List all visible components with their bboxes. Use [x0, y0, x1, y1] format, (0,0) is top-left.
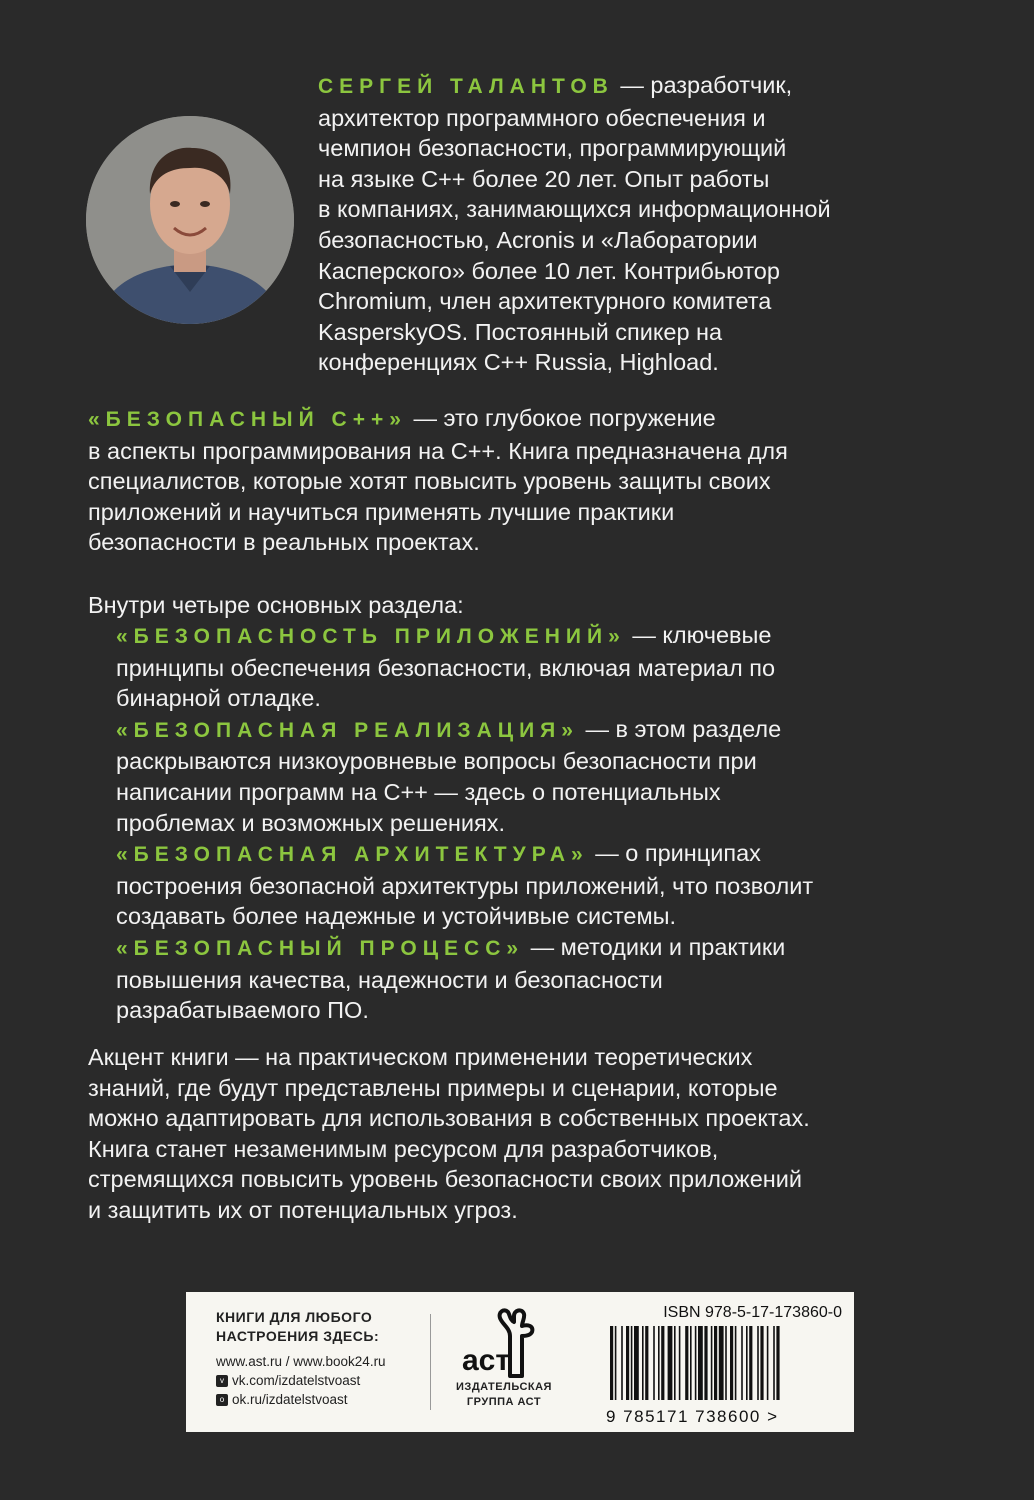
section-item: «БЕЗОПАСНАЯ АРХИТЕКТУРА» — о принципах построения безопасной архитектуры приложений, что позволит создавать более надежные и устойчивые системы.: [116, 840, 814, 930]
book-intro: [88, 403, 988, 558]
barcode-bar: [773, 1326, 775, 1400]
barcode-bar: [661, 1326, 664, 1400]
author-bio-line: конференциях C++ Russia, Highload.: [318, 349, 719, 376]
author-bio-line: Chromium, член архитектурного комитета: [318, 288, 772, 315]
author-name: СЕРГЕЙ ТАЛАНТОВ: [318, 75, 614, 98]
barcode-bar: [760, 1326, 763, 1400]
barcode-bar: [746, 1326, 748, 1400]
barcode-bar: [704, 1326, 707, 1400]
ok-icon: o: [216, 1394, 228, 1406]
barcode-bar: [711, 1326, 713, 1400]
barcode-bar: [626, 1326, 629, 1400]
barcode-bar: [634, 1326, 639, 1400]
author-bio-line: Касперского» более 10 лет. Контрибьютор: [318, 257, 780, 284]
barcode-bar: [685, 1326, 688, 1400]
barcode-bar: [658, 1326, 660, 1400]
barcode-bar: [621, 1326, 623, 1400]
info-divider: [430, 1314, 431, 1410]
outro-line: Акцент книги — на практическом применении теоретических: [88, 1044, 753, 1070]
publisher-caption: ИЗДАТЕЛЬСКАЯ ГРУППА АСТ: [456, 1381, 552, 1408]
author-bio-line: безопасностью, Acronis и «Лаборатории: [318, 226, 758, 253]
barcode-bar: [735, 1326, 737, 1400]
section-item: «БЕЗОПАСНАЯ РЕАЛИЗАЦИЯ» — в этом разделе раскрываются низкоуровневые вопросы безопасности при написании программ на C++ — здесь о потенциальных проблемах и возможных решениях.: [116, 715, 782, 836]
barcode-bar: [730, 1326, 733, 1400]
author-photo: [86, 116, 294, 324]
book-title: «БЕЗОПАСНЫЙ С++»: [88, 408, 407, 431]
intro-line: «БЕЗОПАСНЫЙ С++» — это глубокое погружение: [88, 405, 716, 431]
author-bio-line: в компаниях, занимающихся информационной: [318, 196, 831, 223]
publisher-logo: [444, 1306, 564, 1418]
barcode-bar: [714, 1326, 717, 1400]
author-portrait-illustration: [86, 116, 294, 324]
barcode-bar: [749, 1326, 752, 1400]
author-bio-line: архитектор программного обеспечения и: [318, 104, 766, 131]
section-item: «БЕЗОПАСНЫЙ ПРОЦЕСС» — методики и практики повышения качества, надежности и безопасности разрабатываемого ПО.: [116, 933, 786, 1024]
intro-line: в аспекты программирования на C++. Книга предназначена для: [88, 437, 788, 464]
barcode-block: [606, 1304, 842, 1424]
ok-link[interactable]: o ok.ru/izdatelstvoast: [216, 1390, 436, 1409]
barcode-bar: [767, 1326, 769, 1400]
section-title: «БЕЗОПАСНОСТЬ ПРИЛОЖЕНИЙ»: [116, 625, 626, 648]
sections-list: [116, 620, 996, 1026]
barcode-bar: [776, 1326, 779, 1400]
barcode-bar: [615, 1326, 617, 1400]
author-bio: [318, 70, 998, 378]
barcode-bar: [690, 1326, 692, 1400]
isbn-number: ISBN 978-5-17-173860-0: [663, 1304, 842, 1321]
barcode-bar: [695, 1326, 697, 1400]
vk-link[interactable]: v vk.com/izdatelstvoast: [216, 1371, 436, 1390]
outro-line: можно адаптировать для использования в собственных проектах.: [88, 1105, 810, 1132]
section-title: «БЕЗОПАСНЫЙ ПРОЦЕСС»: [116, 936, 525, 960]
publisher-info-box: [186, 1292, 854, 1432]
intro-line: приложений и научиться применять лучшие практики: [88, 498, 675, 525]
outro-line: и защитить их от потенциальных угроз.: [88, 1196, 518, 1223]
author-bio-line: на языке C++ более 20 лет. Опыт работы: [318, 165, 770, 192]
barcode-bar: [674, 1326, 676, 1400]
barcode-bar: [757, 1326, 759, 1400]
barcode-bar: [741, 1326, 743, 1400]
publisher-links: КНИГИ ДЛЯ ЛЮБОГО НАСТРОЕНИЯ ЗДЕСЬ: www.ast.ru / www.book24.ru v vk.com/izdatelstvoast o ok.ru/izdatelstvoast: [216, 1308, 436, 1409]
barcode-bar: [668, 1326, 673, 1400]
sections-heading: Внутри четыре основных раздела:: [88, 592, 464, 618]
barcode-bar: [725, 1326, 727, 1400]
logo-text: аст: [462, 1344, 511, 1377]
book-outro: [88, 1042, 988, 1226]
barcode-bar: [642, 1326, 644, 1400]
author-bio-line: чемпион безопасности, программирующий: [318, 135, 787, 162]
outro-line: Книга станет незаменимым ресурсом для разработчиков,: [88, 1135, 719, 1162]
barcode-bar: [645, 1326, 648, 1400]
barcode-digits: 9 785171 738600 >: [606, 1407, 779, 1426]
author-bio-line: СЕРГЕЙ ТАЛАНТОВ — разработчик,: [318, 72, 793, 98]
intro-line: безопасности в реальных проектах.: [88, 529, 480, 556]
author-bio-line: KasperskyOS. Постоянный спикер на: [318, 318, 723, 345]
barcode-bar: [719, 1326, 724, 1400]
barcode-bar: [653, 1326, 655, 1400]
barcode-bar: [679, 1326, 681, 1400]
ast-logo-icon: [444, 1306, 564, 1378]
barcode-bar: [631, 1326, 633, 1400]
barcode-bar: [698, 1326, 703, 1400]
websites-link[interactable]: www.ast.ru / www.book24.ru: [216, 1354, 386, 1369]
section-title: «БЕЗОПАСНАЯ РЕАЛИЗАЦИЯ»: [116, 718, 579, 742]
section-title: «БЕЗОПАСНАЯ АРХИТЕКТУРА»: [116, 843, 589, 867]
vk-icon: v: [216, 1375, 228, 1387]
outro-line: знаний, где будут представлены примеры и сценарии, которые: [88, 1074, 778, 1101]
barcode-bar: [610, 1326, 613, 1400]
intro-line: специалистов, которые хотят повысить уровень защиты своих: [88, 468, 771, 495]
outro-line: стремящихся повысить уровень безопасности своих приложений: [88, 1166, 802, 1193]
section-item: «БЕЗОПАСНОСТЬ ПРИЛОЖЕНИЙ» — ключевые принципы обеспечения безопасности, включая материал по бинарной отладке.: [116, 622, 776, 712]
barcode-icon: [606, 1326, 842, 1400]
